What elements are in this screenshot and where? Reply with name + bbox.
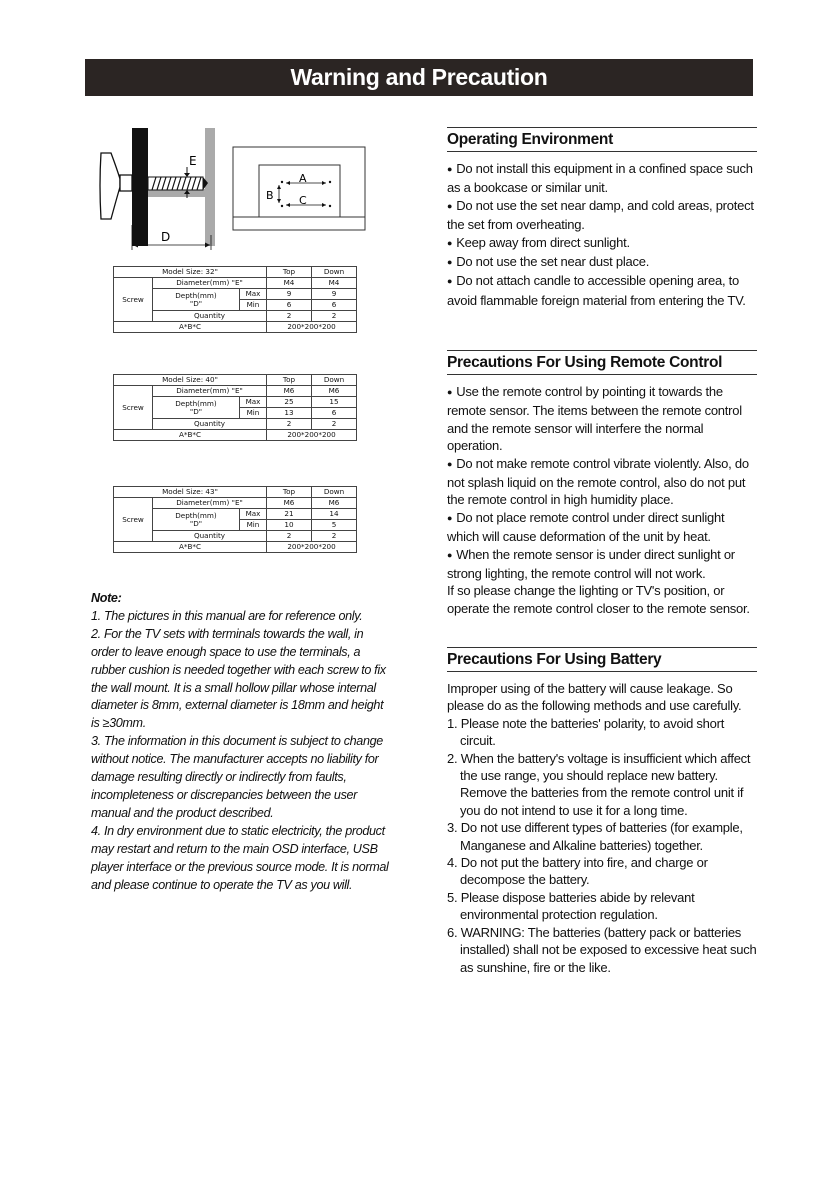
bullet-item: ● Do not use the set near dust place. [447, 253, 757, 272]
remote-trailing-text: If so please change the lighting or TV's position, or operate the remote control closer to the remote sensor. [447, 583, 750, 616]
bullet-item: ● Do not make remote control vibrate violently. Also, do not splash liquid on the remote control, also do not put the remote control in high humidity place. [447, 455, 757, 509]
cell: 2 [312, 311, 357, 322]
bullet-item: ● When the remote sensor is under direct sunlight or strong lighting, the remote control will not work. [447, 546, 757, 583]
model-size: Model Size: 43" [114, 487, 267, 498]
cell: 10 [267, 520, 312, 531]
spec-table-43 [113, 486, 357, 553]
row-diameter: Diameter(mm) "E" [153, 498, 267, 509]
cell: M6 [312, 498, 357, 509]
row-screw: Screw [114, 386, 153, 430]
row-max: Max [240, 509, 267, 520]
note-item: 1. The pictures in this manual are for reference only. [91, 608, 363, 623]
row-quantity: Quantity [153, 531, 267, 542]
remote-control-section [447, 350, 757, 617]
section-title: Precautions For Using Battery [447, 647, 757, 672]
row-abc: A*B*C [114, 542, 267, 553]
label-b: B [266, 189, 274, 202]
cell: 2 [267, 531, 312, 542]
numbered-item: 1. Please note the batteries' polarity, to avoid short circuit. [447, 715, 725, 749]
cell: 5 [312, 520, 357, 531]
note-item: 3. The information in this document is subject to change without notice. The manufacturer accepts no liability for damage resulting directly or indirectly from faults, incompleteness or discrepancies between the user manual and the product described. [91, 734, 383, 820]
label-c: C [299, 194, 307, 207]
spec-table-32 [113, 266, 357, 333]
bullet-item: ● Do not use the set near damp, and cold areas, protect the set from overheating. [447, 197, 757, 234]
cell: 2 [267, 311, 312, 322]
section-title: Precautions For Using Remote Control [447, 350, 757, 375]
cell: 2 [312, 419, 357, 430]
row-max: Max [240, 289, 267, 300]
row-quantity: Quantity [153, 311, 267, 322]
row-min: Min [240, 408, 267, 419]
cell: 200*200*200 [267, 430, 357, 441]
bullet-item: ● Keep away from direct sunlight. [447, 234, 757, 253]
numbered-item: 2. When the battery's voltage is insufficient which affect the use range, you should replace new battery. Remove the batteries from the remote control unit if you do not intend to use it for a long time. [447, 750, 751, 818]
model-size: Model Size: 40" [114, 375, 267, 386]
row-abc: A*B*C [114, 430, 267, 441]
row-diameter: Diameter(mm) "E" [153, 386, 267, 397]
cell: 200*200*200 [267, 322, 357, 333]
row-quantity: Quantity [153, 419, 267, 430]
row-depth: Depth(mm) "D" [153, 509, 240, 531]
row-min: Min [240, 300, 267, 311]
row-diameter: Diameter(mm) "E" [153, 278, 267, 289]
label-d: D [161, 230, 171, 244]
numbered-item: 4. Do not put the battery into fire, and charge or decompose the battery. [447, 855, 708, 888]
row-screw: Screw [114, 498, 153, 542]
cell: 6 [312, 300, 357, 311]
cell: 6 [267, 300, 312, 311]
bullet-item: ● Do not place remote control under direct sunlight which will cause deformation of the unit by heat. [447, 509, 757, 546]
cell: M6 [312, 386, 357, 397]
cell: M6 [267, 386, 312, 397]
battery-section [447, 647, 757, 976]
operating-environment-section [447, 127, 757, 309]
cell: M4 [267, 278, 312, 289]
cell: 9 [312, 289, 357, 300]
spec-table-40 [113, 374, 357, 441]
cell: 13 [267, 408, 312, 419]
cell: 21 [267, 509, 312, 520]
note-title: Note: [91, 591, 122, 605]
bullet-item: ● Do not attach candle to accessible opening area, to avoid flammable foreign material from entering the TV. [447, 272, 757, 309]
row-min: Min [240, 520, 267, 531]
hole-pattern-diagram [232, 146, 367, 232]
model-size: Model Size: 32" [114, 267, 267, 278]
cell: 9 [267, 289, 312, 300]
col-top: Top [267, 267, 312, 278]
cell: 25 [267, 397, 312, 408]
cell: 2 [312, 531, 357, 542]
cell: 6 [312, 408, 357, 419]
label-a: A [299, 172, 307, 185]
numbered-item: 6. WARNING: The batteries (battery pack or batteries installed) shall not be exposed to excessive heat such as sunshine, fire or the like. [447, 924, 757, 975]
cell: 2 [267, 419, 312, 430]
section-title: Operating Environment [447, 127, 757, 152]
label-e: E [189, 154, 197, 168]
row-depth: Depth(mm) "D" [153, 397, 240, 419]
col-down: Down [312, 267, 357, 278]
numbered-item: 5. Please dispose batteries abide by relevant environmental protection regulation. [447, 889, 695, 923]
row-max: Max [240, 397, 267, 408]
col-down: Down [312, 375, 357, 386]
row-screw: Screw [114, 278, 153, 322]
col-top: Top [267, 487, 312, 498]
numbered-item: 3. Do not use different types of batteries (for example, Manganese and Alkaline batteries) together. [447, 820, 743, 853]
bullet-item: ● Do not install this equipment in a confined space such as a bookcase or similar unit. [447, 160, 757, 197]
battery-intro: Improper using of the battery will cause leakage. So please do as the following methods and use carefully. [447, 681, 742, 714]
cell: 200*200*200 [267, 542, 357, 553]
row-abc: A*B*C [114, 322, 267, 333]
cell: 14 [312, 509, 357, 520]
col-top: Top [267, 375, 312, 386]
page-title: Warning and Precaution [85, 59, 753, 96]
note-item: 4. In dry environment due to static electricity, the product may restart and return to the main OSD interface, USB player interface or the previous source mode. It is normal and please continue to operate the TV as you will. [91, 823, 389, 892]
cell: M6 [267, 498, 312, 509]
note-item: 2. For the TV sets with terminals towards the wall, in order to leave enough space to use the terminals, a rubber cushion is needed together with each screw to fix the wall mount. It is a small hollow pillar whose internal diameter is 8mm, external diameter is 18mm and height is ≥30mm. [91, 626, 386, 731]
col-down: Down [312, 487, 357, 498]
bullet-item: ● Use the remote control by pointing it towards the remote sensor. The items between the remote control and the remote sensor will interfere the normal operation. [447, 383, 757, 455]
screw-mount-diagram [95, 125, 225, 255]
cell: 15 [312, 397, 357, 408]
note-section [91, 590, 391, 894]
row-depth: Depth(mm) "D" [153, 289, 240, 311]
cell: M4 [312, 278, 357, 289]
